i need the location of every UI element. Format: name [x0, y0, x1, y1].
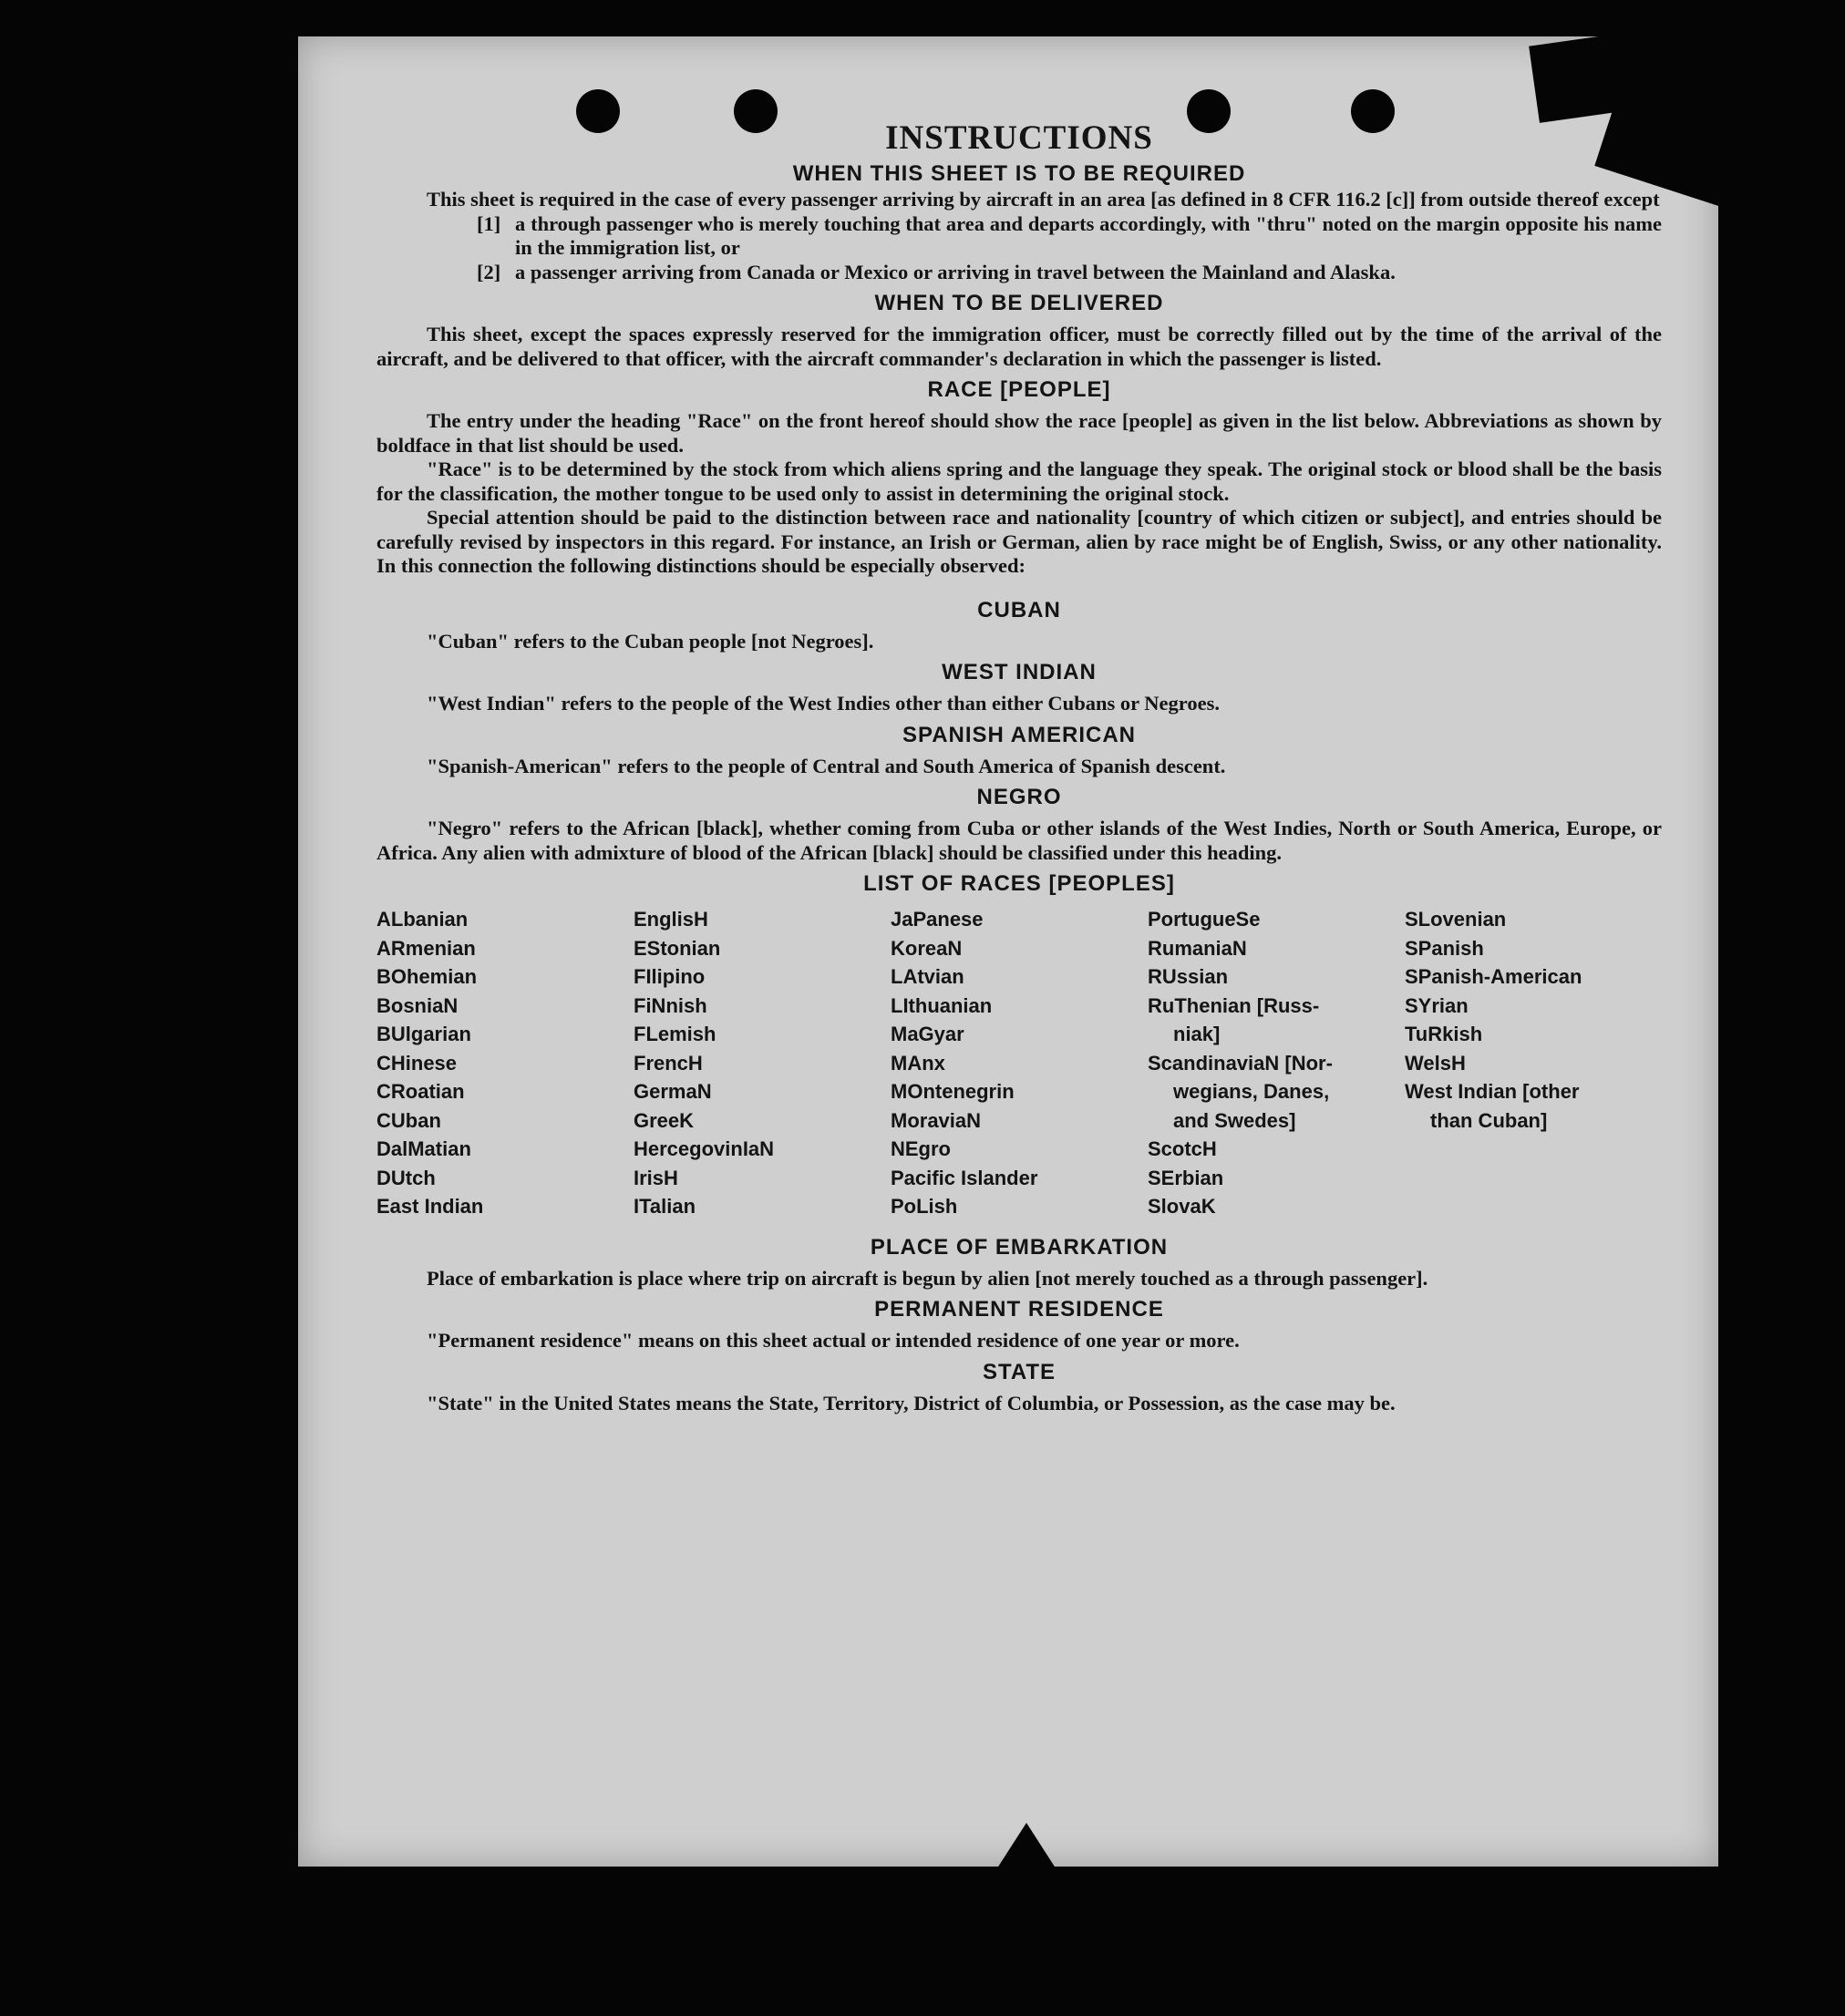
races-column [376, 905, 634, 1221]
heading-cuban: CUBAN [977, 597, 1061, 622]
race-entry: CHinese [376, 1051, 458, 1075]
race-entry: KoreaN [891, 936, 963, 960]
race-entry: BOhemian [376, 965, 478, 988]
race-entry: WelsH [1405, 1051, 1466, 1075]
heading-permanent-residence: PERMANENT RESIDENCE [874, 1297, 1164, 1322]
race-entry: ScotcH [1148, 1137, 1217, 1160]
race-entry-continued: and Swedes] [1173, 1108, 1296, 1132]
race-entry: MOntenegrin [891, 1080, 1015, 1103]
race-entry: SlovaK [1148, 1195, 1216, 1218]
race-entry: ScandinaviaN [Nor- [1148, 1051, 1333, 1075]
race-entry: SErbian [1148, 1166, 1224, 1189]
race-entry: SLovenian [1405, 908, 1507, 931]
race-entry: BosniaN [376, 993, 459, 1017]
race-entry: NEgro [891, 1137, 951, 1160]
heading-west-indian: WEST INDIAN [942, 660, 1097, 684]
document-sheet [298, 36, 1718, 1867]
list-item [477, 212, 1662, 261]
races-column [891, 905, 1148, 1221]
embarkation-text: Place of embarkation is place where trip on aircraft is begun by alien [not merely touched as a through passenger]. [427, 1266, 1428, 1290]
race-entry: SPanish [1405, 936, 1484, 960]
race-entry: GreeK [634, 1108, 695, 1132]
race-entry: EStonian [634, 936, 721, 960]
race-entry: MoraviaN [891, 1108, 982, 1132]
race-entry: HercegovinIaN [634, 1137, 775, 1160]
race-entry: ALbanian [376, 908, 469, 931]
list-text: a through passenger who is merely touching that area and departs accordingly, with "thru" noted on the margin opposite his name in the immigration list, or [515, 211, 1662, 259]
race-entry: FiNnish [634, 993, 707, 1017]
list-text: a passenger arriving from Canada or Mexico or arriving in travel between the Mainland and Alaska. [515, 260, 1396, 283]
race-entry: FIlipino [634, 965, 706, 988]
list-number: [2] [477, 260, 501, 283]
race-entry: PortugueSe [1148, 908, 1261, 931]
race-entry: EnglisH [634, 908, 708, 931]
race-entry: MAnx [891, 1051, 945, 1075]
race-entry: RUssian [1148, 965, 1229, 988]
heading-race: RACE [PEOPLE] [927, 377, 1111, 402]
race-entry: RumaniaN [1148, 936, 1247, 960]
race-entry: SYrian [1405, 993, 1469, 1017]
race-entry: ITalian [634, 1195, 696, 1218]
heading-state: STATE [982, 1359, 1056, 1384]
heading-negro: NEGRO [976, 785, 1062, 809]
heading-spanish-american: SPANISH AMERICAN [902, 722, 1136, 747]
race-entry: SPanish-American [1405, 965, 1582, 988]
race-entry: LIthuanian [891, 993, 993, 1017]
race-entry: FLemish [634, 1023, 716, 1045]
races-column [1148, 905, 1405, 1221]
race-entry: Pacific Islander [891, 1166, 1038, 1189]
race-entry: FrencH [634, 1051, 703, 1075]
list-number: [1] [477, 211, 501, 235]
race-entry: DUtch [376, 1166, 436, 1189]
heading-when-delivered: WHEN TO BE DELIVERED [874, 291, 1164, 315]
torn-corner [1556, 55, 1629, 105]
state-text: "State" in the United States means the State, Territory, District of Columbia, or Possession, as the case may be. [427, 1391, 1396, 1414]
race-entry: ARmenian [376, 936, 476, 960]
race-entry: BUlgarian [376, 1023, 471, 1045]
delivered-text: This sheet, except the spaces expressly reserved for the immigration officer, must be correctly filled out by the time of the arrival of the aircraft, and be delivered to that officer, with the aircraft commander's declaration in which the passenger is listed. [376, 323, 1662, 370]
race-entry-continued: wegians, Danes, [1173, 1080, 1330, 1103]
west-indian-text: "West Indian" refers to the people of the West Indies other than either Cubans or Negroes. [427, 692, 1220, 715]
race-entry: IrisH [634, 1166, 678, 1189]
race-entry-continued: niak] [1173, 1023, 1221, 1045]
race-entry: GermaN [634, 1080, 712, 1103]
race-entry-continued: than Cuban] [1430, 1108, 1548, 1132]
spanish-american-text: "Spanish-American" refers to the people of Central and South America of Spanish descent. [427, 754, 1226, 777]
race-entry: CRoatian [376, 1080, 465, 1103]
race-entry: TuRkish [1405, 1023, 1483, 1045]
races-column [634, 905, 891, 1221]
required-intro: This sheet is required in the case of every passenger arriving by aircraft in an area [as defined in 8 CFR 116.2 [c]] from outside thereof except [427, 188, 1660, 211]
residence-text: "Permanent residence" means on this sheet actual or intended residence of one year or more. [427, 1329, 1240, 1352]
race-entry: LAtvian [891, 965, 964, 988]
heading-list-of-races: LIST OF RACES [PEOPLES] [863, 871, 1175, 896]
race-paragraph-1: The entry under the heading "Race" on the front hereof should show the race [people] as given in the list below. Abbreviations as shown by boldface in that list should be used. [376, 409, 1662, 457]
race-entry: PoLish [891, 1195, 958, 1218]
races-list [376, 905, 1662, 1221]
cuban-text: "Cuban" refers to the Cuban people [not Negroes]. [427, 629, 874, 653]
instructions-content [376, 118, 1662, 1415]
races-column [1405, 905, 1662, 1221]
negro-text: "Negro" refers to the African [black], whether coming from Cuba or other islands of the West Indies, North or South America, Europe, or Africa. Any alien with admixture of blood of the African [black] should be classified under this heading. [376, 817, 1662, 864]
race-entry: RuThenian [Russ- [1148, 993, 1320, 1017]
race-entry: West Indian [other [1405, 1080, 1580, 1103]
heading-embarkation: PLACE OF EMBARKATION [870, 1234, 1169, 1260]
race-entry: MaGyar [891, 1023, 964, 1045]
race-paragraph-3: Special attention should be paid to the distinction between race and nationality [country of which citizen or subject], and entries should be carefully revised by inspectors in this regard. For instance, an Irish or German, alien by race might be of English, Swiss, or any other nationality. In this connection the following distinctions should be especially observed: [376, 506, 1662, 577]
page-title: INSTRUCTIONS [885, 119, 1153, 157]
race-entry: CUban [376, 1108, 441, 1132]
race-entry: DalMatian [376, 1137, 471, 1160]
bottom-notch [994, 1823, 1059, 1874]
race-paragraph-2: "Race" is to be determined by the stock from which aliens spring and the language they speak. The original stock or blood shall be the basis for the classification, the mother tongue to be used only to assist in determining the original stock. [376, 458, 1662, 505]
heading-when-required: WHEN THIS SHEET IS TO BE REQUIRED [792, 161, 1246, 186]
list-item [477, 261, 1662, 285]
race-entry: East Indian [376, 1195, 484, 1218]
race-entry: JaPanese [891, 908, 984, 931]
